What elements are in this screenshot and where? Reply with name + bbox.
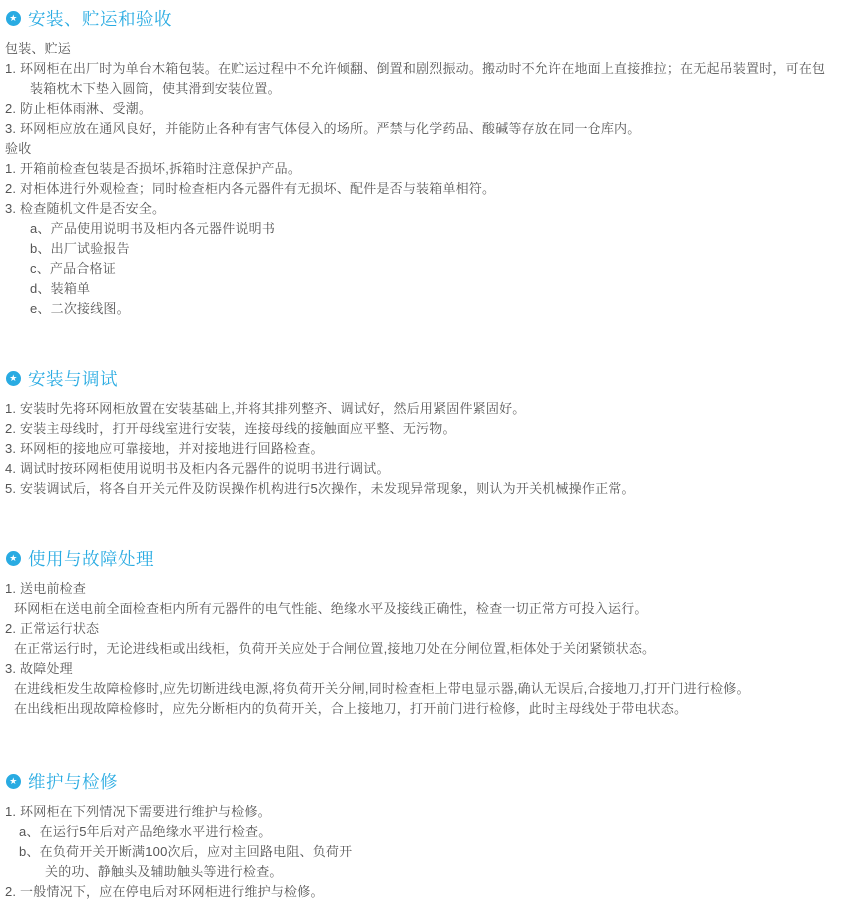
text-line: 在进线柜发生故障检修时,应先切断进线电源,将负荷开关分闸,同时检查柜上带电显示器,确认无误后,合接地刀,打开门进行检修。	[14, 681, 750, 696]
text-line: 1. 开箱前检查包装是否损坏,拆箱时注意保护产品。	[5, 161, 302, 176]
section-title: 安装与调试	[28, 369, 118, 389]
text-line: 1. 安装时先将环网柜放置在安装基础上,并将其排列整齐、调试好，然后用紧固件紧固好。	[5, 401, 526, 416]
text-line: 3. 环网柜应放在通风良好，并能防止各种有害气体侵入的场所。严禁与化学药品、酸碱等存放在同一仓库内。	[5, 121, 641, 136]
text-line: 在正常运行时，无论进线柜或出线柜，负荷开关应处于合闸位置,接地刀处在分闸位置,柜体处于关闭紧锁状态。	[14, 641, 656, 656]
star-circle-icon: ★	[6, 774, 21, 789]
section-body	[0, 39, 867, 319]
text-line: b、在负荷开关开断满100次后，应对主回路电阻、负荷开	[19, 844, 353, 859]
text-line: 5. 安装调试后，将各自开关元件及防误操作机构进行5次操作，未发现异常现象，则认为开关机械操作正常。	[5, 481, 635, 496]
text-line: 4. 调试时按环网柜使用说明书及柜内各元器件的说明书进行调试。	[5, 461, 390, 476]
section-title: 安装、贮运和验收	[28, 9, 172, 29]
text-line: 3. 故障处理	[5, 661, 73, 676]
text-line: 包装、贮运	[5, 41, 72, 56]
manual-section	[0, 368, 867, 499]
manual-section	[0, 548, 867, 719]
section-header	[0, 548, 867, 569]
text-line: 2. 对柜体进行外观检查；同时检查柜内各元器件有无损坏、配件是否与装箱单相符。	[5, 181, 496, 196]
star-circle-icon: ★	[6, 551, 21, 566]
star-circle-icon: ★	[6, 371, 21, 386]
text-line: 环网柜在送电前全面检查柜内所有元器件的电气性能、绝缘水平及接线正确性，检查一切正常方可投入运行。	[14, 601, 648, 616]
text-line: 验收	[5, 141, 32, 156]
section-body	[0, 802, 867, 902]
text-line: 3. 检查随机文件是否安全。	[5, 201, 166, 216]
text-line: c、产品合格证	[30, 261, 116, 276]
text-line: 关的功、静触头及辅助触头等进行检查。	[45, 864, 283, 879]
section-body	[0, 399, 867, 499]
manual-section	[0, 771, 867, 902]
section-header	[0, 8, 867, 29]
text-line: 1. 环网柜在下列情况下需要进行维护与检修。	[5, 804, 271, 819]
text-line: 2. 一般情况下，应在停电后对环网柜进行维护与检修。	[5, 884, 324, 899]
section-title: 使用与故障处理	[28, 549, 154, 569]
text-line: d、装箱单	[30, 281, 91, 296]
section-header	[0, 368, 867, 389]
text-line: a、产品使用说明书及柜内各元器件说明书	[30, 221, 276, 236]
text-line: b、出厂试验报告	[30, 241, 130, 256]
section-title: 维护与检修	[28, 772, 118, 792]
text-line: a、在运行5年后对产品绝缘水平进行检查。	[19, 824, 272, 839]
text-line: 1. 环网柜在出厂时为单台木箱包装。在贮运过程中不允许倾翻、倒置和剧烈振动。搬动时不允许在地面上直接推拉；在无起吊装置时，可在包	[5, 61, 826, 76]
text-line: 2. 安装主母线时，打开母线室进行安装，连接母线的接触面应平整、无污物。	[5, 421, 456, 436]
text-line: 2. 正常运行状态	[5, 621, 100, 636]
text-line: 1. 送电前检查	[5, 581, 87, 596]
text-line: 装箱枕木下垫入圆筒，使其滑到安装位置。	[30, 81, 281, 96]
text-line: 在出线柜出现故障检修时，应先分断柜内的负荷开关，合上接地刀，打开前门进行检修，此时主母线处于带电状态。	[14, 701, 688, 716]
section-body	[0, 579, 867, 719]
section-header	[0, 771, 867, 792]
manual-section	[0, 8, 867, 319]
star-circle-icon: ★	[6, 11, 21, 26]
text-line: 3. 环网柜的接地应可靠接地，并对接地进行回路检查。	[5, 441, 324, 456]
text-line: 2. 防止柜体雨淋、受潮。	[5, 101, 153, 116]
text-line: e、二次接线图。	[30, 301, 130, 316]
